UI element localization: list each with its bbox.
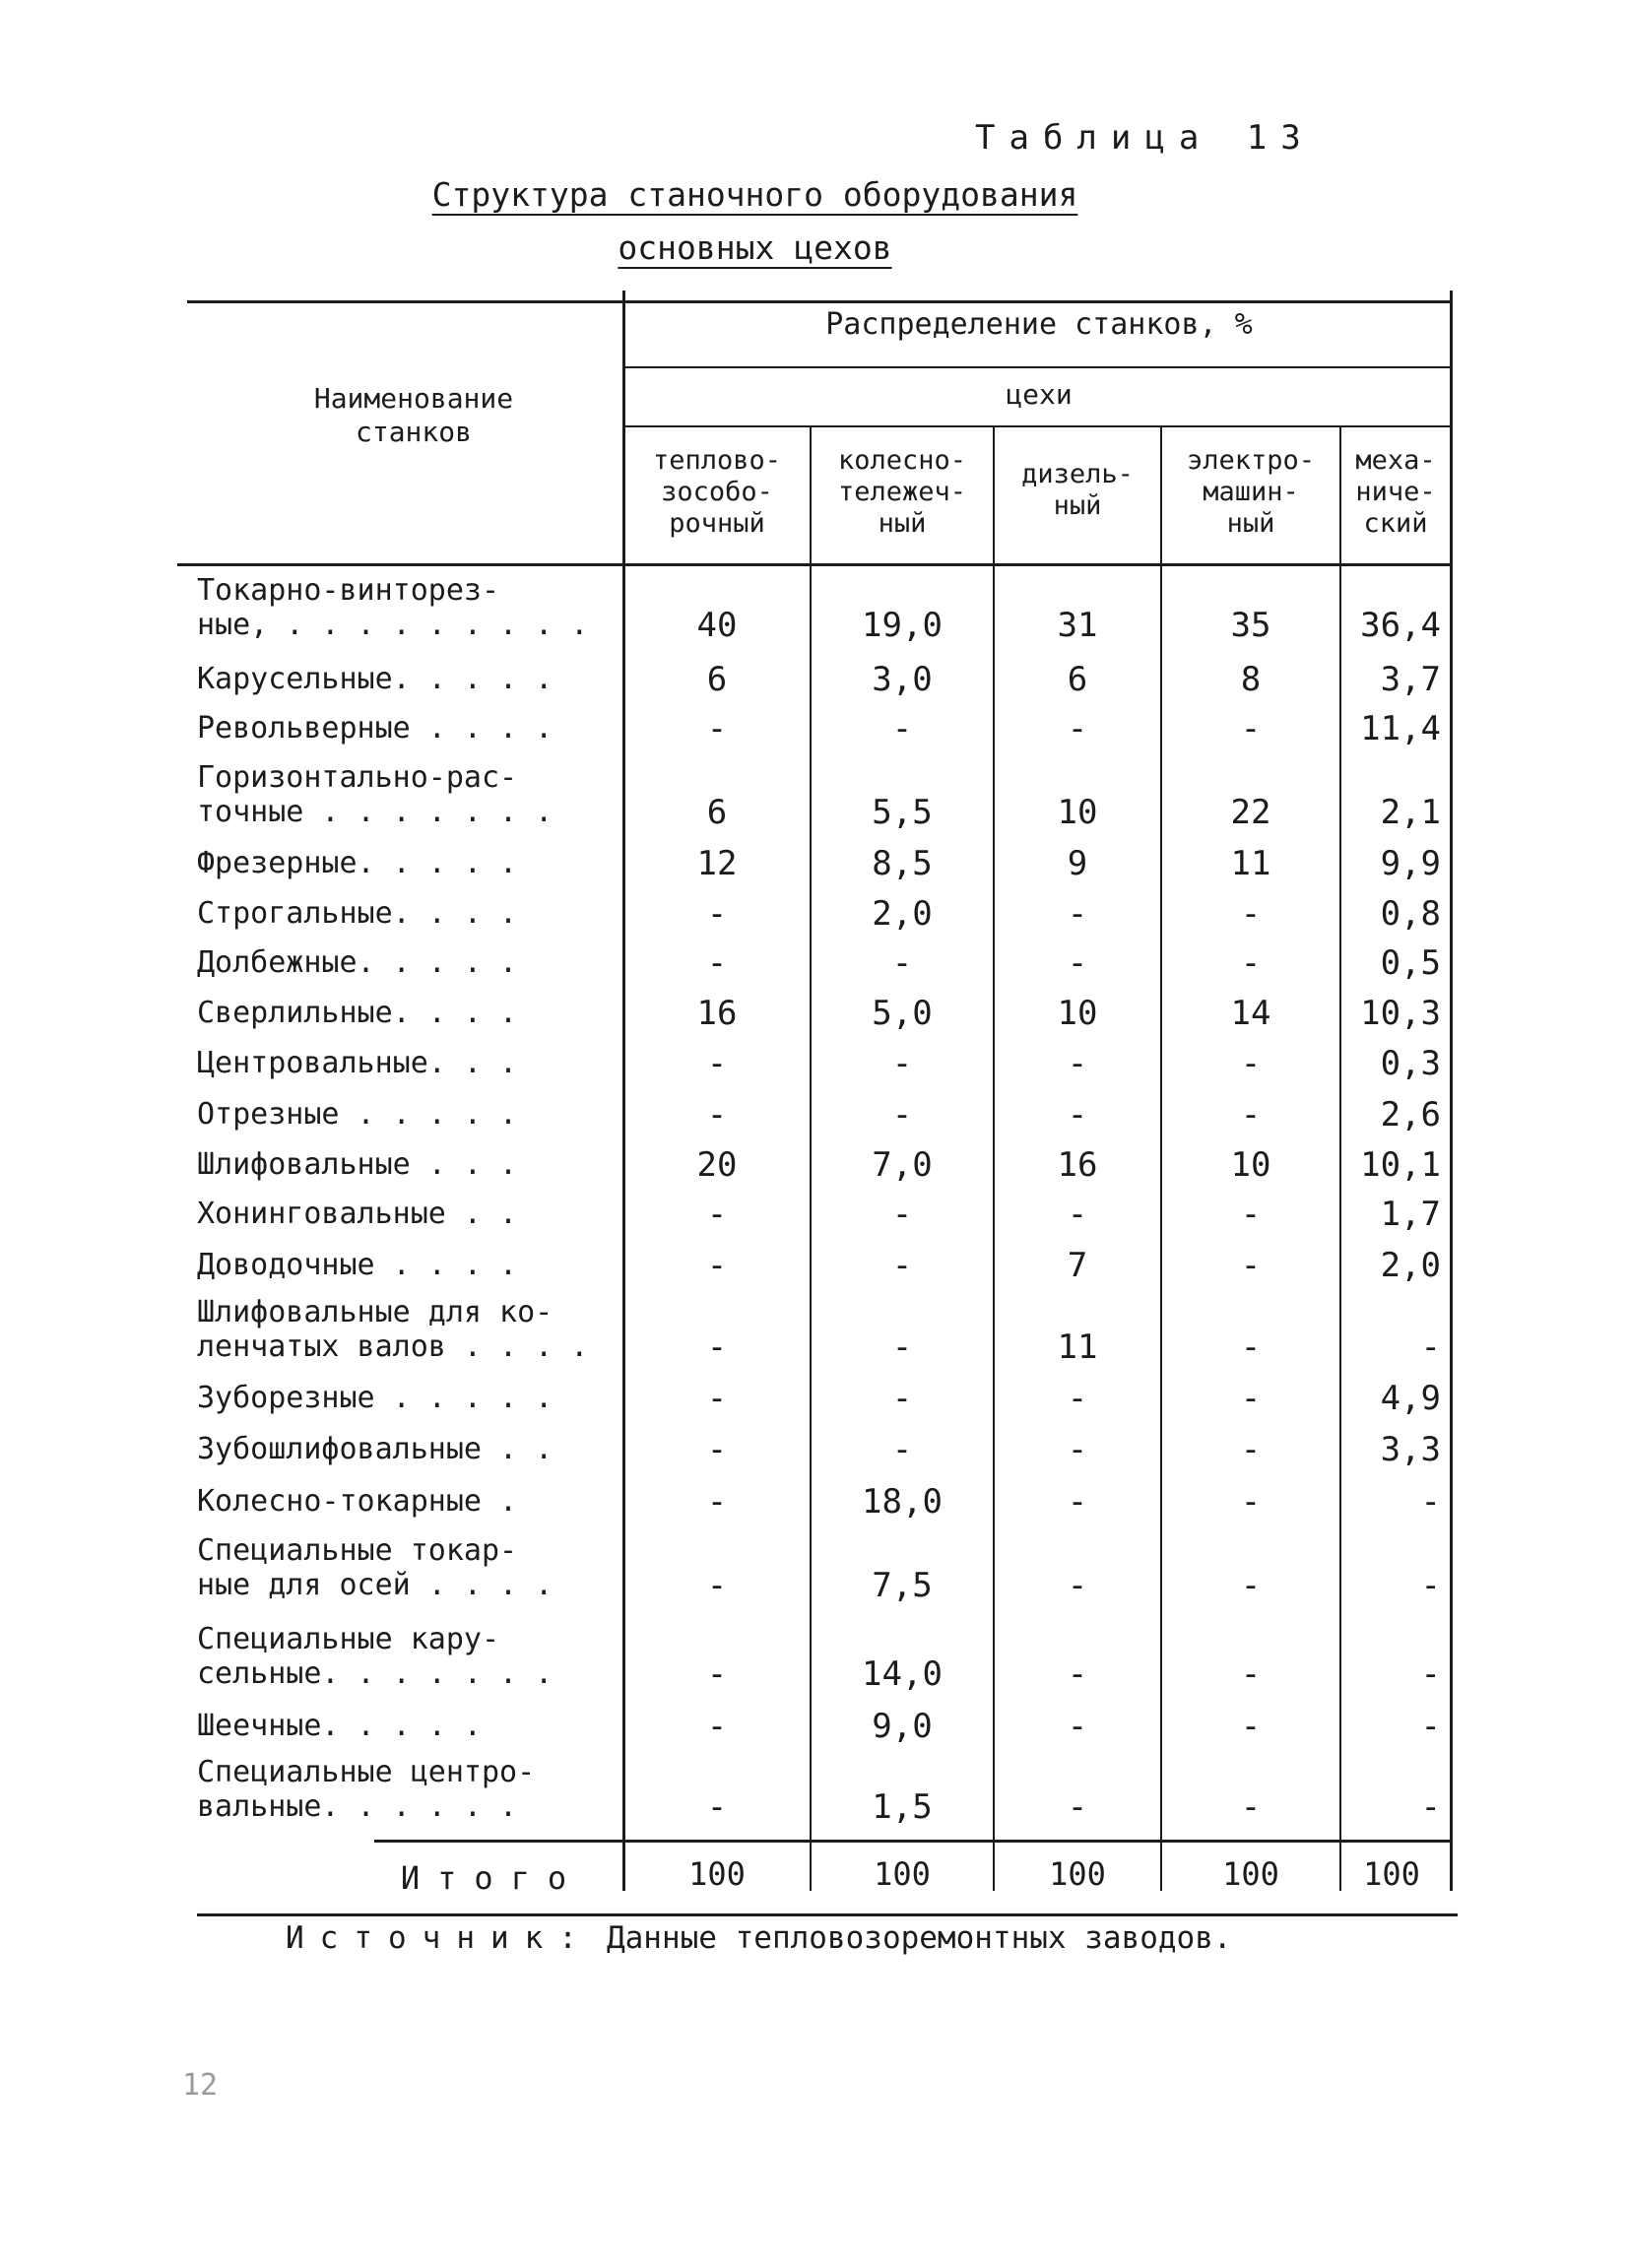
machine-name: Специальные кару- сельные. . . . . . . <box>197 1622 554 1691</box>
value-cell: - <box>706 1095 728 1134</box>
value-cell: 1,5 <box>872 1787 933 1827</box>
value-cell: 10,3 <box>1360 994 1441 1033</box>
machine-name: Колесно-токарные . <box>197 1484 518 1519</box>
header-bottom-rule <box>177 563 1453 566</box>
value-cell: 31 <box>1057 606 1098 645</box>
value-cell: 10,1 <box>1360 1145 1441 1185</box>
machine-name: Специальные центро- вальные. . . . . . <box>197 1755 536 1824</box>
value-cell: - <box>706 1566 728 1605</box>
value-cell: - <box>1240 1095 1262 1134</box>
machine-name: Специальные токар- ные для осей . . . . <box>197 1533 554 1602</box>
machine-name: Хонинговальные . . <box>197 1197 518 1231</box>
value-cell: - <box>706 1044 728 1083</box>
value-cell: - <box>891 1044 913 1083</box>
value-cell: 10 <box>1057 994 1098 1033</box>
value-cell: - <box>706 709 728 748</box>
value-cell: 9 <box>1067 844 1088 883</box>
table-bottom-rule <box>197 1913 1458 1916</box>
value-cell: 16 <box>696 994 738 1033</box>
table-title-line1: Структура станочного оборудования <box>431 175 1078 214</box>
value-cell: - <box>1240 1654 1262 1694</box>
machine-name: Центровальные. . . <box>197 1046 518 1080</box>
value-cell: - <box>706 1430 728 1469</box>
value-cell: 22 <box>1230 793 1271 832</box>
page-number: 12 <box>182 2068 219 2103</box>
value-cell: - <box>706 1654 728 1694</box>
value-cell: 9,9 <box>1380 844 1441 883</box>
value-cell: 2,0 <box>1380 1246 1441 1285</box>
value-cell: 2,0 <box>872 894 933 934</box>
value-cell: 14 <box>1230 994 1271 1033</box>
value-cell: - <box>1420 1707 1441 1746</box>
value-cell: - <box>706 1379 728 1418</box>
value-cell: - <box>1067 1044 1088 1083</box>
value-cell: 10 <box>1230 1145 1271 1185</box>
value-cell: 3,7 <box>1380 660 1441 699</box>
value-cell: - <box>1067 1430 1088 1469</box>
machine-name: Зубошлифовальные . . <box>197 1432 554 1466</box>
value-cell: - <box>891 943 913 983</box>
value-cell: 3,0 <box>872 660 933 699</box>
source-label: Источник: <box>286 1920 593 1956</box>
total-cell: 100 <box>688 1855 746 1893</box>
value-cell: - <box>1067 1566 1088 1605</box>
value-cell: - <box>1067 1787 1088 1827</box>
value-cell: - <box>1067 894 1088 934</box>
name-col-header: Наименование станков <box>313 382 514 448</box>
total-cell: 100 <box>1363 1855 1420 1893</box>
group-header: Распределение станков, % <box>825 307 1253 342</box>
value-cell: - <box>1240 943 1262 983</box>
machine-name: Горизонтально-рас- точные . . . . . . . <box>197 760 554 829</box>
table-title-line2: основных цехов <box>618 228 892 267</box>
total-top-rule <box>374 1840 1453 1843</box>
value-cell: 11 <box>1057 1328 1098 1367</box>
col-divider-3 <box>1160 425 1162 1891</box>
value-cell: 2,1 <box>1380 793 1441 832</box>
col-divider-2 <box>993 425 995 1891</box>
value-cell: - <box>1240 1566 1262 1605</box>
table-label: Таблица 13 <box>975 118 1315 158</box>
value-cell: - <box>706 1787 728 1827</box>
machine-name: Долбежные. . . . . <box>197 945 518 980</box>
value-cell: - <box>1067 1195 1088 1234</box>
value-cell: - <box>1240 1707 1262 1746</box>
value-cell: - <box>1420 1654 1441 1694</box>
col-header-4: меха- ниче- ский <box>1355 445 1436 539</box>
source-text: Данные тепловозоремонтных заводов. <box>606 1920 1232 1956</box>
value-cell: - <box>1240 1379 1262 1418</box>
value-cell: 4,9 <box>1380 1379 1441 1418</box>
value-cell: - <box>1240 894 1262 934</box>
value-cell: - <box>891 1379 913 1418</box>
value-cell: 10 <box>1057 793 1098 832</box>
value-cell: - <box>1067 1095 1088 1134</box>
value-cell: 6 <box>1067 660 1088 699</box>
col-header-2: дизель- ный <box>1021 459 1134 521</box>
value-cell: 0,3 <box>1380 1044 1441 1083</box>
value-cell: - <box>1240 1787 1262 1827</box>
value-cell: - <box>706 1246 728 1285</box>
subgroup-header-rule <box>625 425 1453 427</box>
value-cell: 9,0 <box>872 1707 933 1746</box>
value-cell: 19,0 <box>862 606 943 645</box>
value-cell: - <box>891 1195 913 1234</box>
value-cell: 36,4 <box>1360 606 1441 645</box>
value-cell: - <box>706 1328 728 1367</box>
value-cell: - <box>706 943 728 983</box>
name-col-divider <box>622 291 625 1891</box>
value-cell: 35 <box>1230 606 1271 645</box>
machine-name: Зуборезные . . . . . <box>197 1381 554 1415</box>
value-cell: 6 <box>706 660 728 699</box>
value-cell: 40 <box>696 606 738 645</box>
value-cell: - <box>1067 1707 1088 1746</box>
value-cell: - <box>1067 709 1088 748</box>
machine-name: Токарно-винторез- ные, . . . . . . . . . <box>197 573 589 642</box>
value-cell: 3,3 <box>1380 1430 1441 1469</box>
value-cell: - <box>1240 1044 1262 1083</box>
value-cell: - <box>1420 1482 1441 1522</box>
machine-name: Шлифовальные . . . <box>197 1147 518 1182</box>
col-header-0: тепловo- зособо- рочный <box>652 445 782 539</box>
value-cell: - <box>891 1430 913 1469</box>
value-cell: 5,0 <box>872 994 933 1033</box>
machine-name: Фрезерные. . . . . <box>197 846 518 880</box>
value-cell: - <box>891 709 913 748</box>
machine-name: Доводочные . . . . <box>197 1248 518 1282</box>
value-cell: - <box>1240 1482 1262 1522</box>
value-cell: 8,5 <box>872 844 933 883</box>
col-divider-1 <box>810 425 812 1891</box>
value-cell: 6 <box>706 793 728 832</box>
total-cell: 100 <box>1222 1855 1279 1893</box>
value-cell: 11 <box>1230 844 1271 883</box>
machine-name: Шеечные. . . . . <box>197 1709 482 1743</box>
col-divider-4 <box>1339 425 1341 1891</box>
value-cell: 14,0 <box>862 1654 943 1694</box>
total-label: Итого <box>400 1859 585 1897</box>
value-cell: - <box>706 1482 728 1522</box>
col-header-3: электро- машин- ный <box>1186 445 1316 539</box>
machine-name: Шлифовальные для ко- ленчатых валов . . . . <box>197 1295 589 1364</box>
value-cell: - <box>706 1195 728 1234</box>
value-cell: - <box>1240 1328 1262 1367</box>
value-cell: 7,5 <box>872 1566 933 1605</box>
machine-name: Отрезные . . . . . <box>197 1097 518 1132</box>
value-cell: - <box>1240 1246 1262 1285</box>
machine-name: Строгальные. . . . <box>197 896 518 931</box>
right-border <box>1450 291 1453 1891</box>
subgroup-header: цехи <box>1006 378 1073 411</box>
value-cell: 16 <box>1057 1145 1098 1185</box>
value-cell: 0,8 <box>1380 894 1441 934</box>
value-cell: - <box>891 1095 913 1134</box>
value-cell: 8 <box>1240 660 1262 699</box>
value-cell: - <box>1240 1430 1262 1469</box>
value-cell: 20 <box>696 1145 738 1185</box>
value-cell: 18,0 <box>862 1482 943 1522</box>
machine-name: Револьверные . . . . <box>197 711 554 745</box>
value-cell: - <box>1420 1566 1441 1605</box>
machine-name: Сверлильные. . . . <box>197 996 518 1030</box>
value-cell: 7,0 <box>872 1145 933 1185</box>
value-cell: - <box>1420 1328 1441 1367</box>
machine-name: Карусельные. . . . . <box>197 662 554 696</box>
value-cell: - <box>1067 943 1088 983</box>
value-cell: - <box>706 1707 728 1746</box>
value-cell: - <box>1240 1195 1262 1234</box>
value-cell: 1,7 <box>1380 1195 1441 1234</box>
value-cell: - <box>1240 709 1262 748</box>
value-cell: - <box>1067 1379 1088 1418</box>
table-top-rule <box>187 300 1453 303</box>
source-note <box>286 1920 1232 1956</box>
col-header-1: колесно- тележеч- ный <box>837 445 967 539</box>
value-cell: 7 <box>1067 1246 1088 1285</box>
value-cell: - <box>1067 1482 1088 1522</box>
value-cell: - <box>891 1328 913 1367</box>
value-cell: - <box>706 894 728 934</box>
total-cell: 100 <box>874 1855 931 1893</box>
value-cell: 0,5 <box>1380 943 1441 983</box>
value-cell: - <box>1420 1787 1441 1827</box>
value-cell: 12 <box>696 844 738 883</box>
value-cell: - <box>1067 1654 1088 1694</box>
value-cell: 2,6 <box>1380 1095 1441 1134</box>
total-cell: 100 <box>1049 1855 1106 1893</box>
group-header-rule <box>625 366 1453 368</box>
value-cell: 11,4 <box>1360 709 1441 748</box>
value-cell: - <box>891 1246 913 1285</box>
value-cell: 5,5 <box>872 793 933 832</box>
